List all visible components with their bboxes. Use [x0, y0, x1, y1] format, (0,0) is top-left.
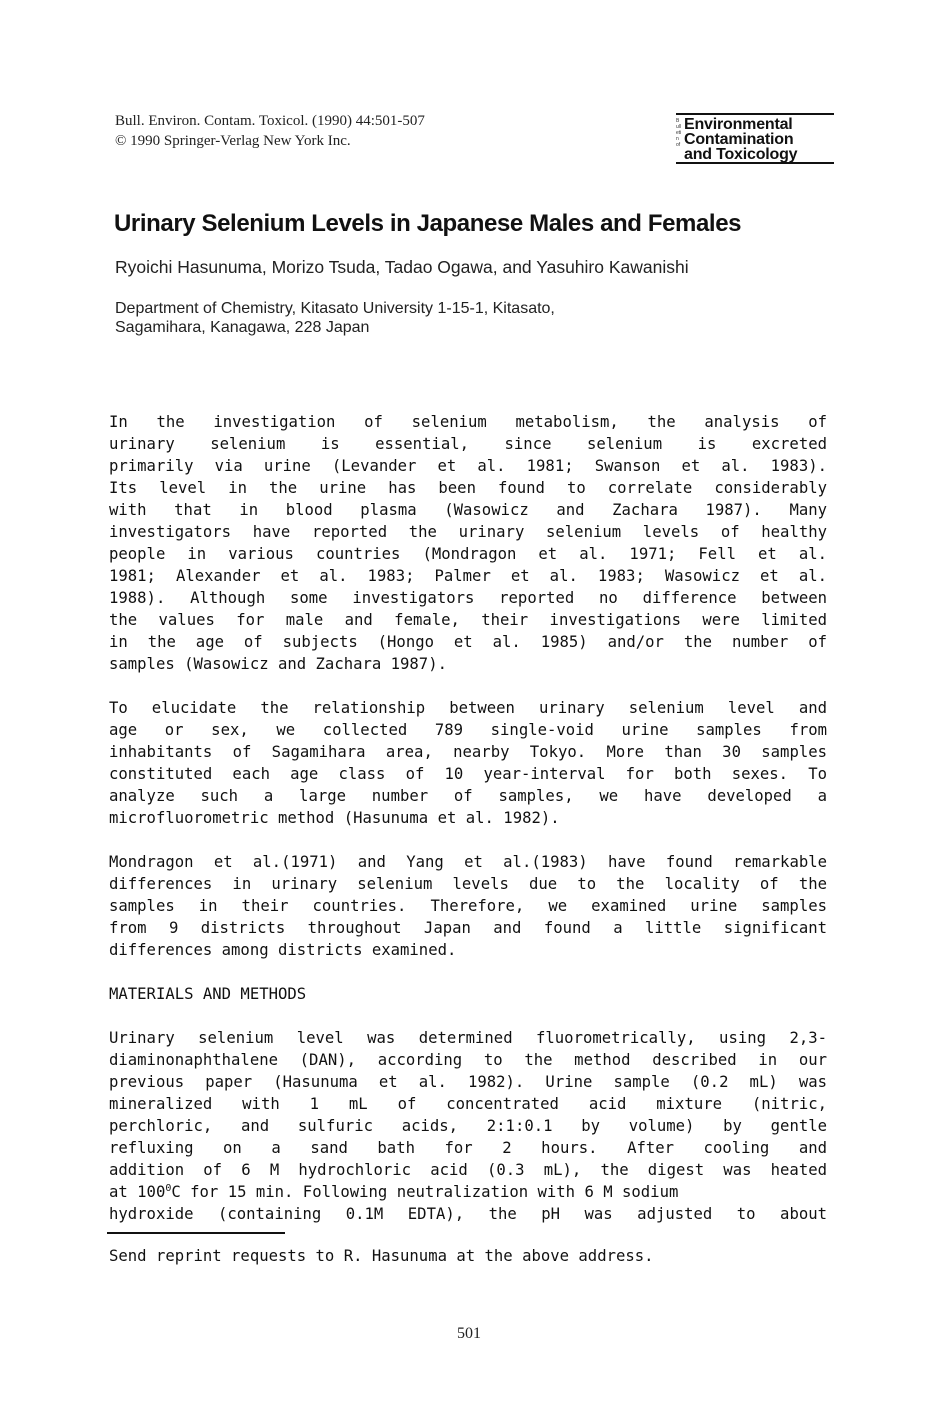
text-line: Its level in the urine has been found to correlate considerably [109, 479, 827, 497]
page-number: 501 [457, 1325, 481, 1342]
temperature-rest: C for 15 min. Following neutralization with 6 M sodium [171, 1183, 679, 1201]
journal-logo-line: Contamination [684, 131, 794, 148]
text-line: people in various countries (Mondragon et al. 1971; Fell et al. [109, 545, 827, 563]
text-line: from 9 districts throughout Japan and found a little significant [109, 919, 827, 937]
journal-logo [676, 113, 834, 164]
journal-logo-line: and Toxicology [684, 146, 798, 163]
text-line: Urinary selenium level was determined fluorometrically, using 2,3- [109, 1029, 827, 1047]
text-line: investigators have reported the urinary selenium levels of healthy [109, 523, 827, 541]
text-line: differences among districts examined. [109, 941, 457, 959]
article-title: Urinary Selenium Levels in Japanese Males and Females [114, 210, 742, 237]
text-line: In the investigation of selenium metabolism, the analysis of [109, 413, 827, 431]
text-line: perchloric, and sulfuric acids, 2:1:0.1 by volume) by gentle [109, 1117, 827, 1135]
affiliation-line: Department of Chemistry, Kitasato University 1-15-1, Kitasato, [115, 300, 555, 317]
text-line: constituted each age class of 10 year-interval for both sexes. To [109, 765, 827, 783]
affiliation-line: Sagamihara, Kanagawa, 228 Japan [115, 319, 370, 336]
journal-logo-line: Environmental [684, 116, 793, 133]
text-line: To elucidate the relationship between urinary selenium level and [109, 699, 827, 717]
text-line: in the age of subjects (Hongo et al. 1985) and/or the number of [109, 633, 827, 651]
text-line: previous paper (Hasunuma et al. 1982). Urine sample (0.2 mL) was [109, 1073, 827, 1091]
text-line: inhabitants of Sagamihara area, nearby Tokyo. More than 30 samples [109, 743, 827, 761]
text-line: the values for male and female, their investigations were limited [109, 611, 827, 629]
journal-logo-side-text: Bulletin of [676, 118, 682, 148]
text-line: samples (Wasowicz and Zachara 1987). [109, 655, 447, 673]
text-line: addition of 6 M hydrochloric acid (0.3 mL), the digest was heated [109, 1161, 827, 1179]
author-list: Ryoichi Hasunuma, Morizo Tsuda, Tadao Ogawa, and Yasuhiro Kawanishi [115, 257, 689, 277]
text-line: with that in blood plasma (Wasowicz and Zachara 1987). Many [109, 501, 827, 519]
text-line: analyze such a large number of samples, we have developed a [109, 787, 827, 805]
text-line [109, 1181, 827, 1203]
text-line: primarily via urine (Levander et al. 1981; Swanson et al. 1983). [109, 457, 827, 475]
section-heading: MATERIALS AND METHODS [109, 985, 307, 1003]
locality-paragraph [109, 851, 827, 961]
text-line: 1988). Although some investigators reported no difference between [109, 589, 827, 607]
text-line: differences in urinary selenium levels due to the locality of the [109, 875, 827, 893]
text-line: samples in their countries. Therefore, we examined urine samples [109, 897, 827, 915]
methods-paragraph [109, 1027, 827, 1225]
text-line: urinary selenium is essential, since selenium is excreted [109, 435, 827, 453]
footnote: Send reprint requests to R. Hasunuma at the above address. [109, 1247, 654, 1265]
copyright-line: © 1990 Springer-Verlag New York Inc. [115, 133, 351, 149]
text-line: microfluorometric method (Hasunuma et al. 1982). [109, 809, 560, 827]
footnote-rule [107, 1232, 285, 1234]
text-line: age or sex, we collected 789 single-void urine samples from [109, 721, 827, 739]
temperature-text [109, 1181, 678, 1203]
text-line: refluxing on a sand bath for 2 hours. After cooling and [109, 1139, 827, 1157]
text-line: mineralized with 1 mL of concentrated acid mixture (nitric, [109, 1095, 827, 1113]
aims-paragraph [109, 697, 827, 829]
degree-superscript: 0 [165, 1183, 172, 1194]
intro-paragraph [109, 411, 827, 675]
affiliation [115, 299, 555, 337]
text-line: hydroxide (containing 0.1M EDTA), the pH was adjusted to about [109, 1205, 827, 1223]
text-line: Mondragon et al.(1971) and Yang et al.(1983) have found remarkable [109, 853, 827, 871]
text-line: 1981; Alexander et al. 1983; Palmer et al. 1983; Wasowicz et al. [109, 567, 827, 585]
citation-line: Bull. Environ. Contam. Toxicol. (1990) 44:501-507 [115, 113, 425, 129]
text-line: diaminonaphthalene (DAN), according to the method described in our [109, 1051, 827, 1069]
temperature-value: at 100 [109, 1183, 166, 1201]
citation-block [115, 111, 425, 151]
